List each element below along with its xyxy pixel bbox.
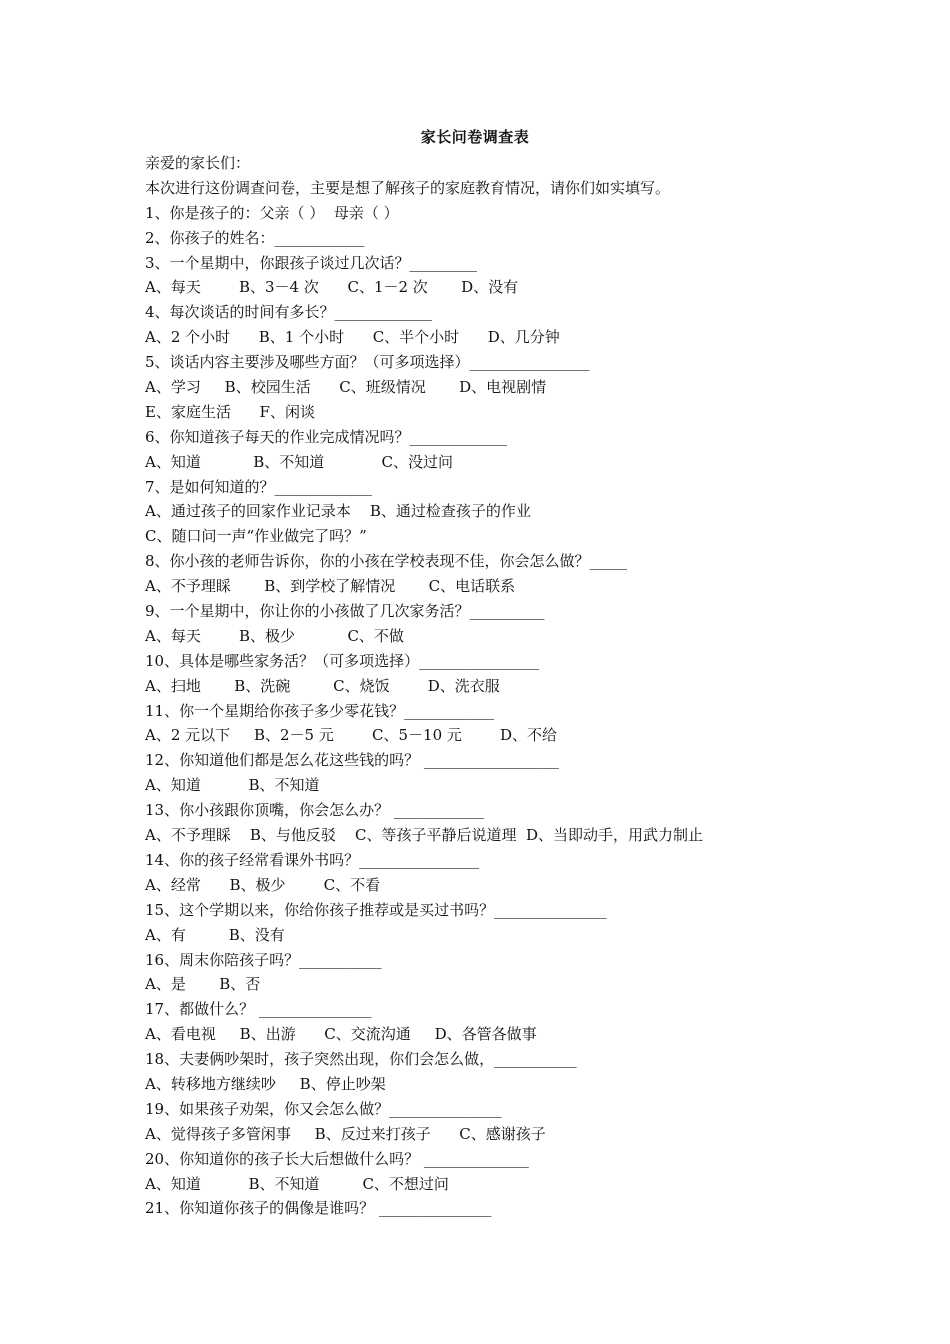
question-line: 16、周末你陪孩子吗？___________ <box>145 950 382 969</box>
options-line: E、家庭生活 F、闲谈 <box>145 402 315 421</box>
options-line: A、不予理睬 B、到学校了解情况 C、电话联系 <box>145 577 516 596</box>
options-line: A、扫地 B、洗碗 C、烧饭 D、洗衣服 <box>145 676 500 695</box>
options-line: A、有 B、没有 <box>145 925 285 944</box>
options-line: A、知道 B、不知道 <box>145 776 320 795</box>
question-line: 9、一个星期中，你让你的小孩做了几次家务活？__________ <box>145 602 545 621</box>
question-line: 12、你知道他们都是怎么花这些钱的吗？ __________________ <box>145 751 559 770</box>
options-line: A、每天 B、3－4 次 C、1－2 次 D、没有 <box>145 278 519 297</box>
question-line: 10、具体是哪些家务活？（可多项选择）________________ <box>145 651 540 670</box>
options-line: A、每天 B、极少 C、不做 <box>145 626 404 645</box>
intro-line: 本次进行这份调查问卷，主要是想了解孩子的家庭教育情况，请你们如实填写。 <box>145 178 671 197</box>
document-title: 家长问卷调查表 <box>420 128 530 146</box>
question-line: 1、你是孩子的：父亲（ ） 母亲（ ） <box>145 203 399 222</box>
question-line: 20、你知道你的孩子长大后想做什么吗？ ______________ <box>145 1149 529 1168</box>
question-line: 17、都做什么？ _______________ <box>145 1000 372 1019</box>
options-line: A、觉得孩子多管闲事 B、反过来打孩子 C、感谢孩子 <box>145 1124 546 1143</box>
options-line: A、学习 B、校园生活 C、班级情况 D、电视剧情 <box>145 378 547 397</box>
options-line: C、随口问一声“作业做完了吗？” <box>145 527 367 546</box>
options-line: A、转移地方继续吵 B、停止吵架 <box>145 1074 386 1093</box>
options-line: A、2 个小时 B、1 个小时 C、半个小时 D、几分钟 <box>145 328 560 347</box>
question-line: 11、你一个星期给你孩子多少零花钱？____________ <box>145 701 495 720</box>
question-line: 7、是如何知道的？_____________ <box>145 477 373 496</box>
question-line: 19、如果孩子劝架，你又会怎么做？_______________ <box>145 1099 502 1118</box>
question-line: 4、每次谈话的时间有多长？_____________ <box>145 303 433 322</box>
options-line: A、通过孩子的回家作业记录本 B、通过检查孩子的作业 <box>145 502 531 521</box>
question-line: 2、你孩子的姓名：____________ <box>145 228 365 247</box>
options-line: A、经常 B、极少 C、不看 <box>145 875 381 894</box>
question-line: 5、谈话内容主要涉及哪些方面？（可多项选择）________________ <box>145 353 590 372</box>
question-line: 21、你知道你孩子的偶像是谁吗？ _______________ <box>145 1199 492 1218</box>
question-line: 18、夫妻俩吵架时，孩子突然出现，你们会怎么做，___________ <box>145 1050 577 1069</box>
question-line: 13、你小孩跟你顶嘴，你会怎么办？ ____________ <box>145 801 484 820</box>
question-line: 3、一个星期中，你跟孩子谈过几次话？_________ <box>145 253 478 272</box>
options-line: A、知道 B、不知道 C、不想过问 <box>145 1174 449 1193</box>
options-line: A、看电视 B、出游 C、交流沟通 D、各管各做事 <box>145 1025 537 1044</box>
options-line: A、是 B、否 <box>145 975 261 994</box>
question-line: 6、你知道孩子每天的作业完成情况吗？_____________ <box>145 427 508 446</box>
options-line: A、不予理睬 B、与他反驳 C、等孩子平静后说道理 D、当即动手，用武力制止 <box>145 826 704 845</box>
options-line: A、知道 B、不知道 C、没过问 <box>145 452 453 471</box>
question-line: 15、这个学期以来，你给你孩子推荐或是买过书吗？_______________ <box>145 900 607 919</box>
question-line: 14、你的孩子经常看课外书吗？________________ <box>145 850 480 869</box>
questionnaire-body <box>145 151 845 1221</box>
question-line: 8、你小孩的老师告诉你，你的小孩在学校表现不佳，你会怎么做？_____ <box>145 552 628 571</box>
greeting-line: 亲爱的家长们： <box>145 154 251 172</box>
options-line: A、2 元以下 B、2－5 元 C、5－10 元 D、不给 <box>145 726 558 745</box>
